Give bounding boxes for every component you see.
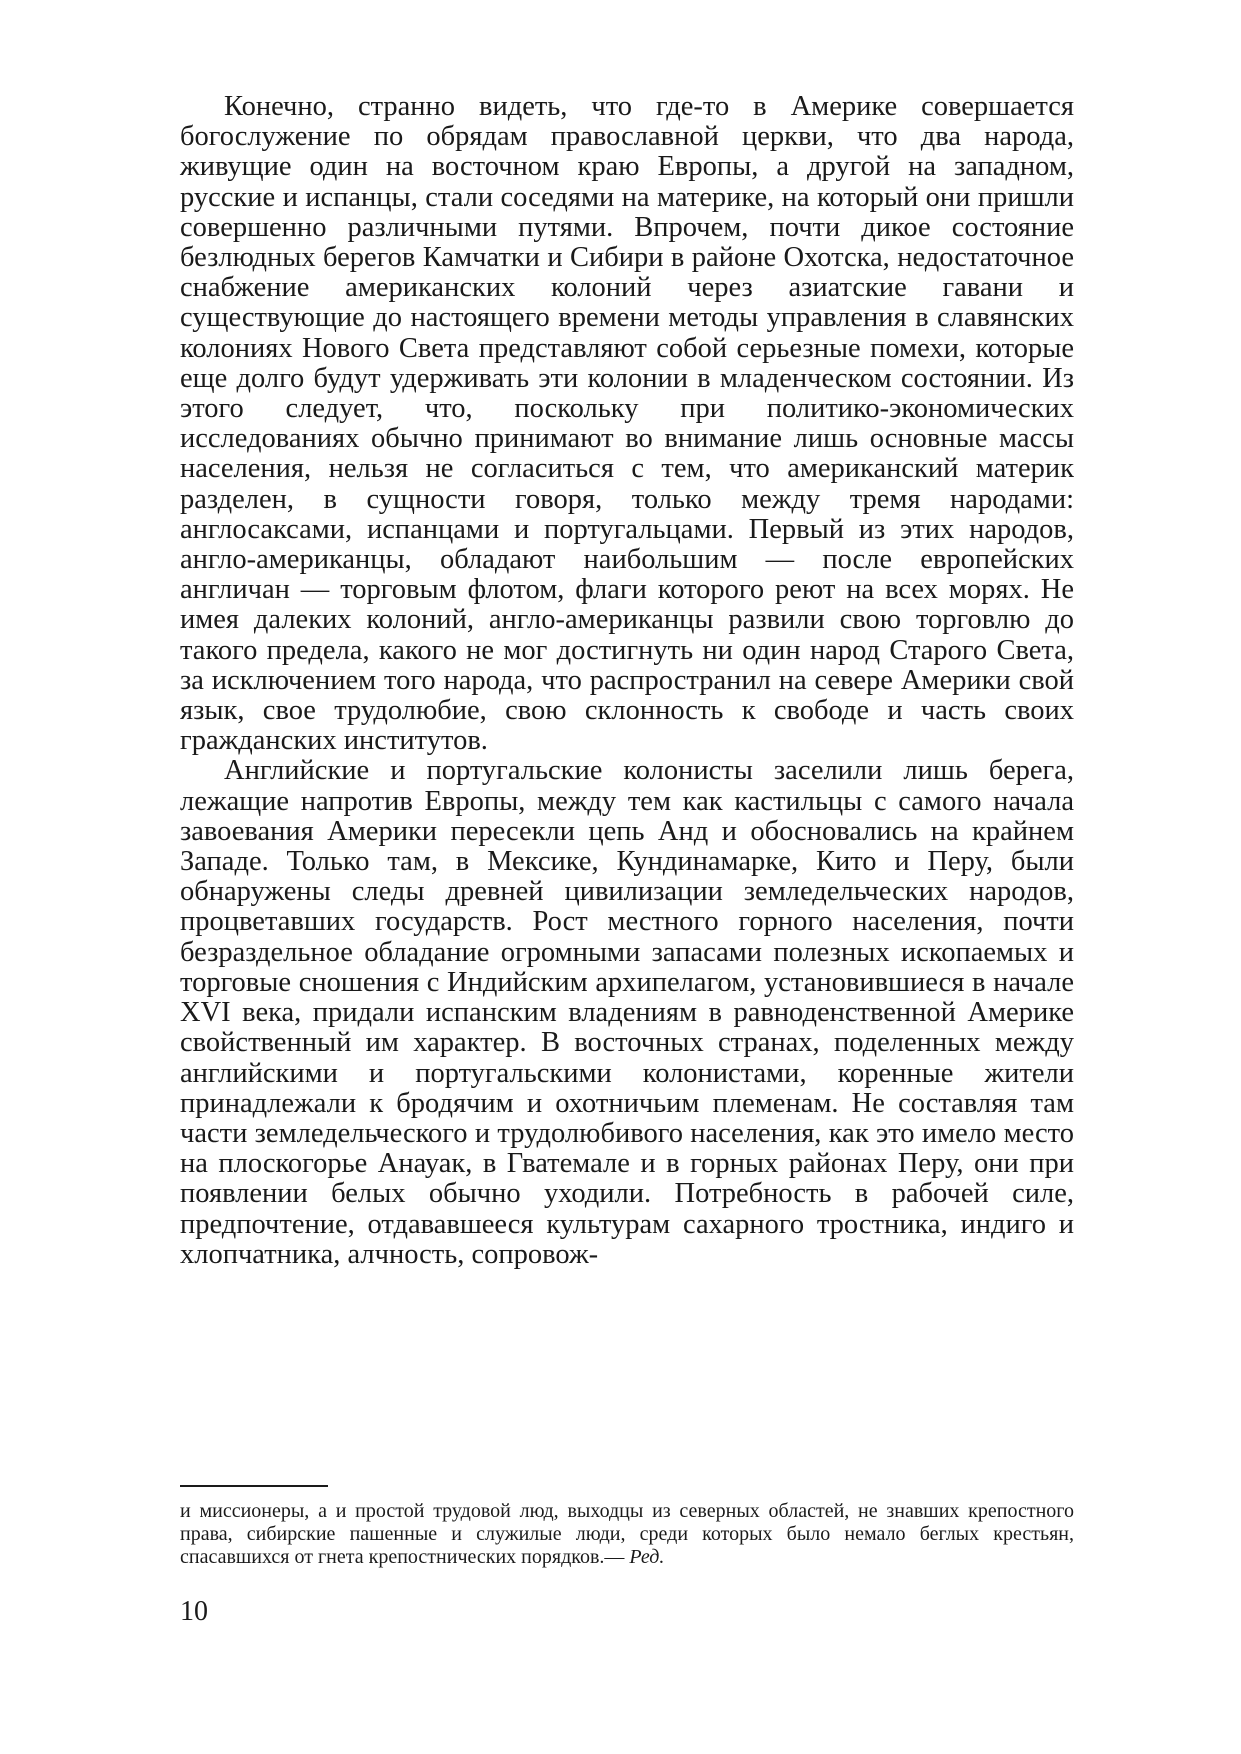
editor-mark: Ред. [629,1546,665,1568]
paragraph-2: Английские и португальские колонисты заселили лишь берега, лежащие напротив Европы, между тем как кастильцы с самого начала завоевания Америки пересекли цепь Анд и обосновались на крайнем Западе. Только там, в Мексике, Кундинамарке, Кито и Перу, были обнаружены следы древней цивилизации земледельческих народов, процветавших государств. Рост местного горного населения, почти безраздельное обладание огромными запасами полезных ископаемых и торговые сношения с Индийским архипелагом, установившиеся в начале XVI века, придали испанским владениям в равноденственной Америке свойственный им характер. В восточных странах, поделенных между английскими и португальскими колонистами, коренные жители принадлежали к бродячим и охотничьим племенам. Не составляя там части земледельческого и трудолюбивого населения, как это имело место на плоскогорье Анауак, в Гватемале и в горных районах Перу, они при появлении белых обычно уходили. Потребность в рабочей силе, предпочтение, отдававшееся культурам сахарного тростника, индиго и хлопчатника, алчность, сопровож- [180,755,1074,1270]
footnote-text: и миссионеры, а и простой трудовой люд, выходцы из северных областей, не знавших крепостного права, сибирские пашенные и служилые люди, среди которых было немало беглых крестьян, спасавшихся от гнета крепостнических порядков.— [180,1500,1074,1568]
page-number: 10 [180,1596,208,1627]
main-text [180,92,1074,1270]
footnote [180,1500,1074,1569]
paragraph-1: Конечно, странно видеть, что где-то в Америке совершается богослужение по обрядам православной церкви, что два народа, живущие один на восточном краю Европы, а другой на западном, русские и испанцы, стали соседями на материке, на который они пришли совершенно различными путями. Впрочем, почти дикое состояние безлюдных берегов Камчатки и Сибири в районе Охотска, недостаточное снабжение американских колоний через азиатские гавани и существующие до настоящего времени методы управления в славянских колониях Нового Света представляют собой серьезные помехи, которые еще долго будут удерживать эти колонии в младенческом состоянии. Из этого следует, что, поскольку при политико-экономических исследованиях обычно принимают во внимание лишь основные массы населения, нельзя не согласиться с тем, что американский материк разделен, в сущности говоря, только между тремя народами: англосаксами, испанцами и португальцами. Первый из этих народов, англо-американцы, обладают наибольшим — после европейских англичан — торговым флотом, флаги которого реют на всех морях. Не имея далеких колоний, англо-американцы развили свою торговлю до такого предела, какого не мог достигнуть ни один народ Старого Света, за исключением того народа, что распространил на севере Америки свой язык, свое трудолюбие, свою склонность к свободе и часть своих гражданских институтов. [180,91,1074,757]
footnote-divider [180,1485,328,1487]
